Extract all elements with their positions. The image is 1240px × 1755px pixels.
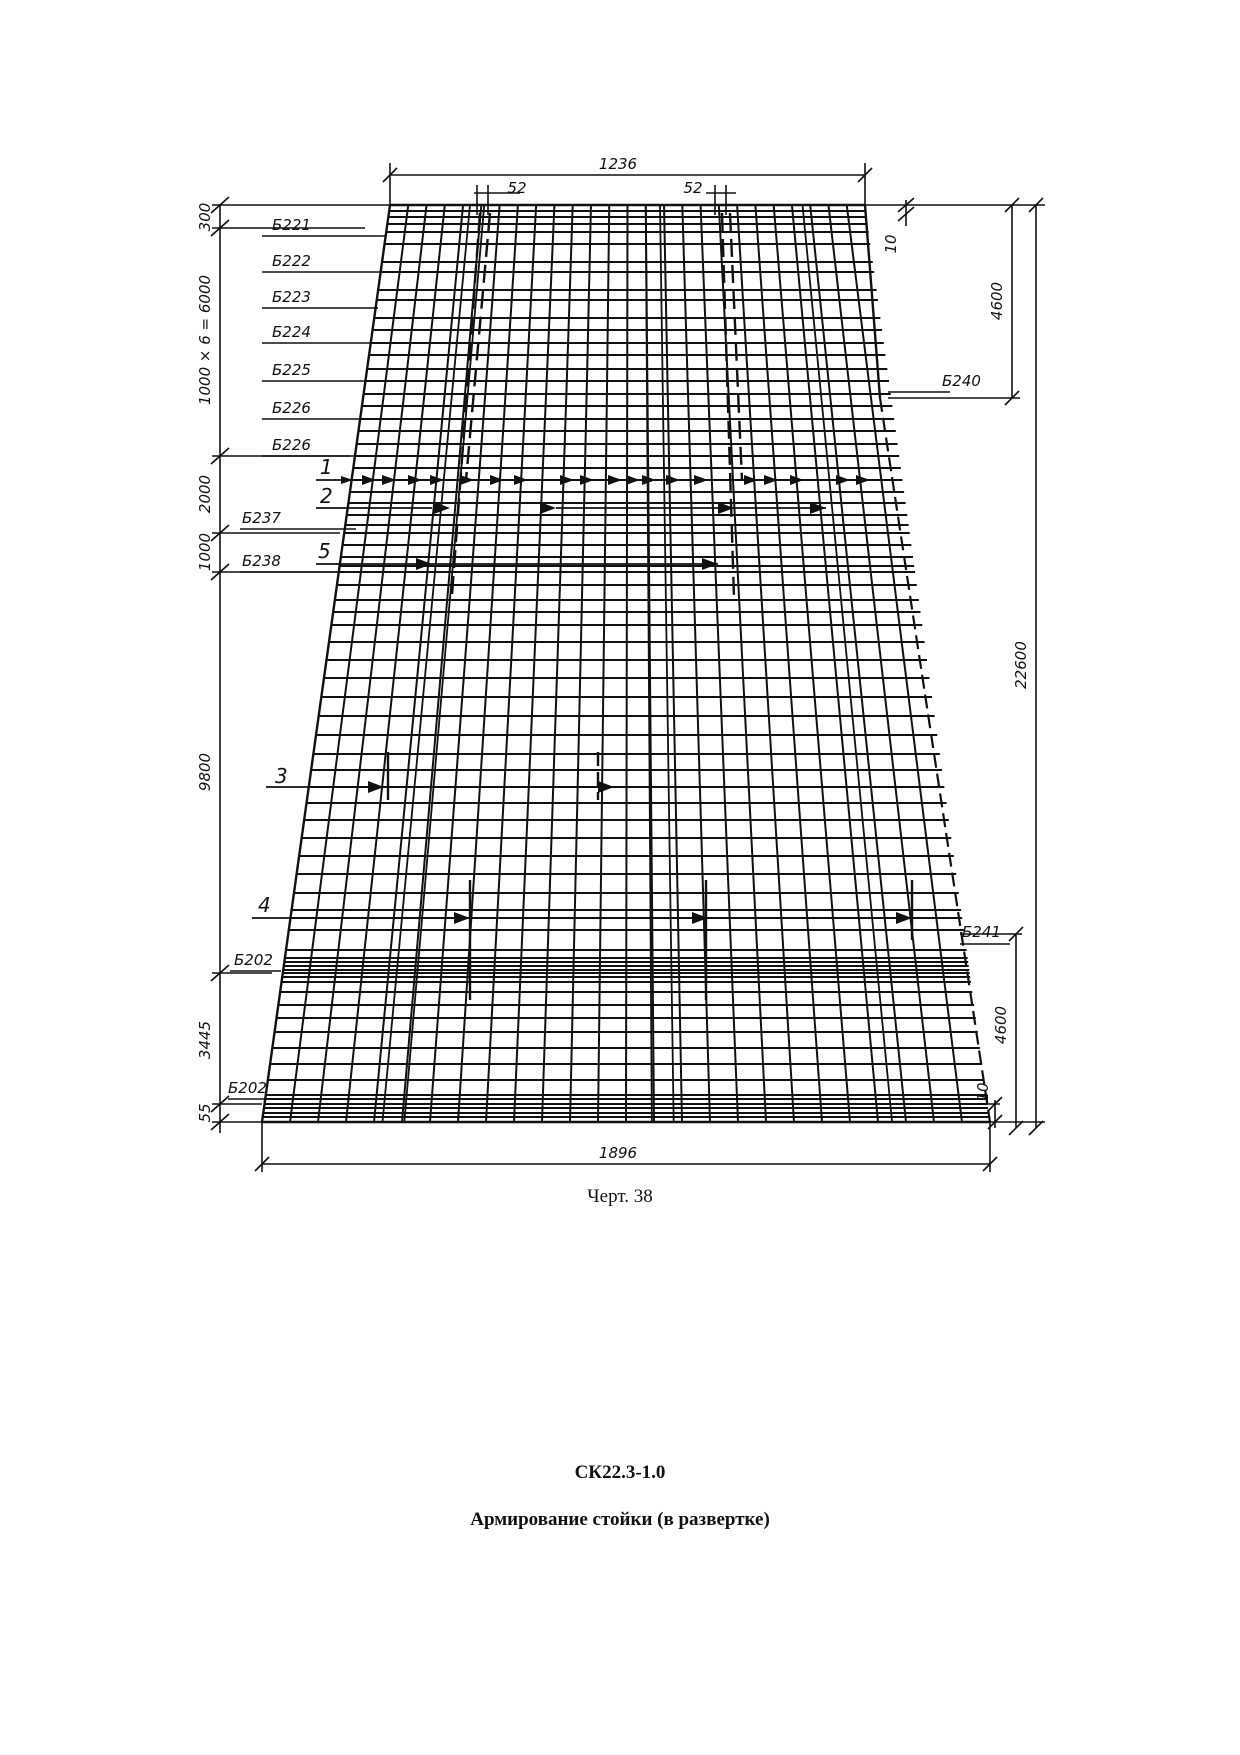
dim-2000: 2000 xyxy=(196,474,214,514)
dim-55: 55 xyxy=(196,1103,214,1123)
figure-caption: Черт. 38 xyxy=(587,1186,653,1207)
label-b240: Б240 xyxy=(942,372,981,390)
label-b223: Б223 xyxy=(272,288,311,306)
label-b225: Б225 xyxy=(272,361,311,379)
dim-10-top: 10 xyxy=(882,234,900,254)
mesh-arrow xyxy=(490,475,504,485)
label-b202-b: Б202 xyxy=(228,1079,267,1097)
label-b226-b: Б226 xyxy=(272,436,311,454)
mesh-arrow xyxy=(560,475,574,485)
spacing-left-dimension: 52 xyxy=(507,179,527,197)
dim-3445: 3445 xyxy=(196,1020,214,1060)
label-b222: Б222 xyxy=(272,252,311,270)
dim-10-bottom: 10 xyxy=(974,1082,992,1102)
mesh-longitudinal-bar xyxy=(847,205,962,1122)
document-title: Армирование стойки (в развертке) xyxy=(470,1509,770,1530)
dim-300: 300 xyxy=(196,202,214,232)
mesh-right-edge-dashed xyxy=(880,398,990,1122)
label-b226-a: Б226 xyxy=(272,399,311,417)
top-width-dimension: 1236 xyxy=(598,155,638,173)
callout-4: 4 xyxy=(258,893,271,917)
callout-3: 3 xyxy=(275,764,288,788)
document-code: СК22.3-1.0 xyxy=(574,1462,666,1483)
dim-1000: 1000 xyxy=(196,532,214,572)
bottom-width-dimension: 1896 xyxy=(598,1144,638,1162)
dim-22600: 22600 xyxy=(1012,641,1030,689)
mesh-arrow xyxy=(608,475,622,485)
label-b241: Б241 xyxy=(962,923,1001,941)
dim-4600-top: 4600 xyxy=(988,281,1006,321)
callout-1: 1 xyxy=(320,455,333,479)
bar-labels xyxy=(228,216,1001,1097)
label-b202-a: Б202 xyxy=(234,951,273,969)
callout-2: 2 xyxy=(320,484,333,508)
mesh-arrow xyxy=(626,475,640,485)
label-b224: Б224 xyxy=(272,323,311,341)
spacing-right-dimension: 52 xyxy=(683,179,703,197)
label-b221: Б221 xyxy=(272,216,311,234)
dim-4600-bottom: 4600 xyxy=(992,1005,1010,1045)
label-b238: Б238 xyxy=(242,552,281,570)
mesh-arrow xyxy=(666,475,680,485)
mesh-arrow xyxy=(694,475,708,485)
mesh-arrow xyxy=(744,475,758,485)
dim-9800: 9800 xyxy=(196,752,214,792)
dimension-texts xyxy=(196,155,1030,1162)
mesh-arrow xyxy=(580,475,594,485)
callout-5: 5 xyxy=(318,539,331,563)
dim-6000: 1000 × 6 = 6000 xyxy=(196,274,214,406)
mesh-arrow xyxy=(836,475,850,485)
mesh-arrow xyxy=(856,475,870,485)
label-b237: Б237 xyxy=(242,509,281,527)
